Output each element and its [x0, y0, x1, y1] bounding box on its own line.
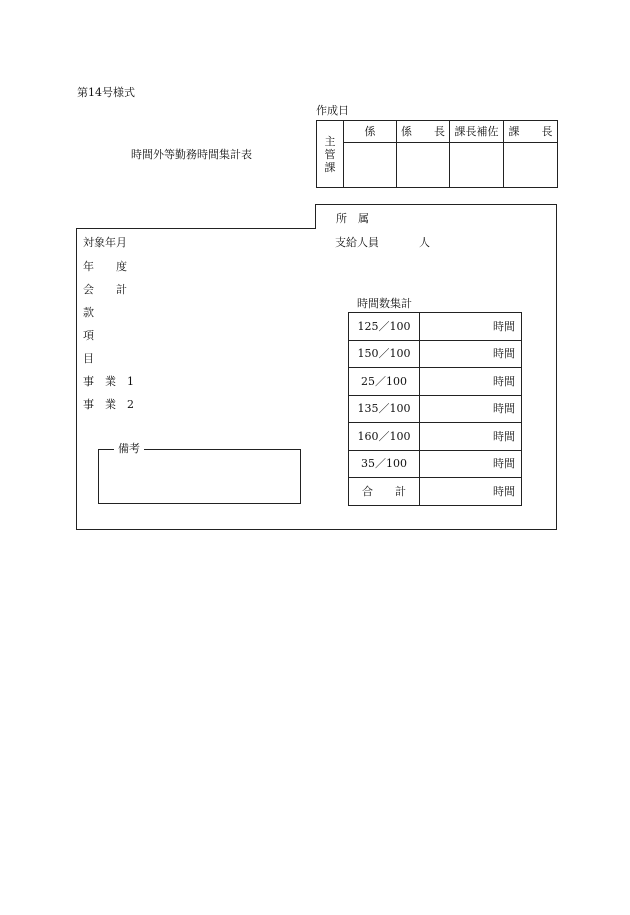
rate-label: 125／100	[349, 313, 420, 341]
rate-label: 160／100	[349, 423, 420, 451]
field-account: 会 計	[83, 283, 127, 296]
table-row	[349, 478, 522, 506]
hours-summary-title: 時間数集計	[357, 297, 412, 310]
hours-cell[interactable]: 時間	[420, 368, 522, 396]
remarks-label: 備考	[114, 443, 144, 454]
table-row	[349, 313, 522, 341]
rate-label: 135／100	[349, 395, 420, 423]
hours-summary-table	[348, 312, 522, 506]
table-row	[349, 340, 522, 368]
role-staff: 係	[344, 121, 397, 143]
table-row	[349, 395, 522, 423]
dept-char: 管	[324, 147, 336, 161]
role-section-manager: 課 長	[504, 121, 558, 143]
role-chief: 係 長	[397, 121, 450, 143]
document-title: 時間外等勤務時間集計表	[131, 148, 252, 161]
hours-cell[interactable]: 時間	[420, 313, 522, 341]
field-kan: 款	[83, 306, 94, 319]
hours-cell[interactable]: 時間	[420, 340, 522, 368]
field-project-2: 事 業 2	[83, 398, 134, 411]
paid-staff-label: 支給人員	[335, 236, 379, 249]
table-row	[349, 368, 522, 396]
dept-char: 課	[324, 160, 336, 174]
table-row	[349, 450, 522, 478]
field-fiscal-year: 年 度	[83, 260, 127, 273]
field-moku: 目	[83, 352, 94, 365]
field-target-month: 対象年月	[83, 236, 127, 249]
form-number: 第14号様式	[77, 86, 135, 99]
paid-staff-unit: 人	[419, 236, 430, 249]
remarks-box[interactable]	[98, 449, 301, 504]
affiliation-label: 所 属	[336, 212, 369, 225]
field-project-1: 事 業 1	[83, 375, 134, 388]
hours-cell[interactable]: 時間	[420, 395, 522, 423]
total-hours-cell[interactable]: 時間	[420, 478, 522, 506]
rate-label: 150／100	[349, 340, 420, 368]
rate-label: 35／100	[349, 450, 420, 478]
table-row	[349, 423, 522, 451]
created-date-label: 作成日	[316, 104, 349, 117]
hours-cell[interactable]: 時間	[420, 450, 522, 478]
dept-char: 主	[324, 134, 336, 148]
role-assistant-manager: 課長補佐	[450, 121, 504, 143]
field-kou: 項	[83, 329, 94, 342]
total-label: 合 計	[349, 478, 420, 506]
rate-label: 25／100	[349, 368, 420, 396]
hours-cell[interactable]: 時間	[420, 423, 522, 451]
